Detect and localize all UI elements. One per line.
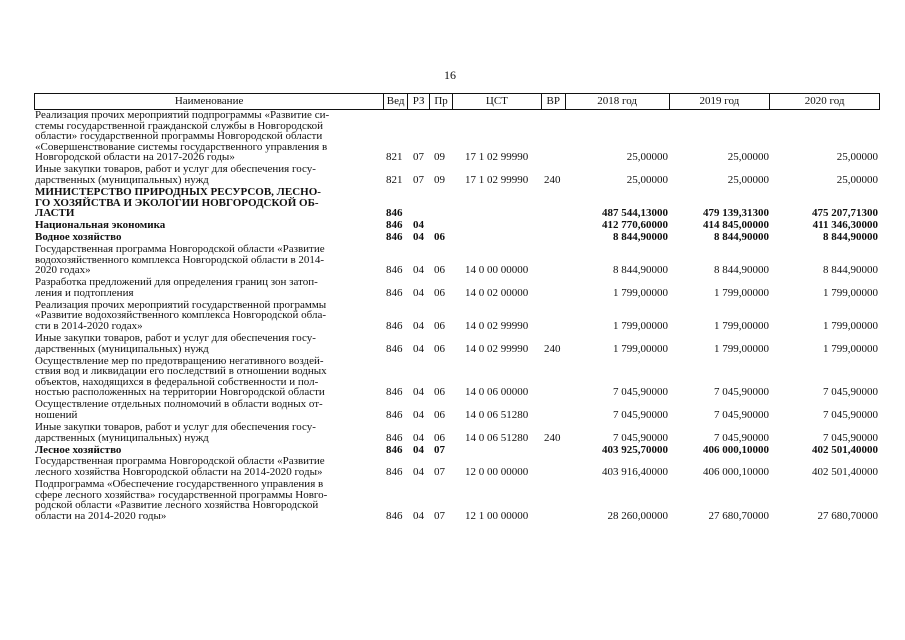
header-2018: 2018 год (566, 94, 670, 109)
cell-name (34, 456, 384, 477)
cell-name-line: водохозяйственного комплекса Новгородской области в 2014- (35, 253, 325, 266)
header-pr: Пр (430, 94, 453, 109)
table-row (34, 456, 880, 477)
cell-2018: 25,00000 (626, 174, 668, 186)
cell-name-line: Новгородской области на 2017-2026 годы» (35, 151, 235, 163)
cell-ved: 846 (386, 409, 403, 421)
cell-2018: 1 799,00000 (613, 287, 668, 299)
cell-pr: 07 (434, 467, 445, 478)
cell-name (34, 422, 384, 443)
cell-ved: 846 (386, 343, 403, 355)
header-2020: 2020 год (804, 95, 845, 107)
cell-2018: 7 045,90000 (613, 432, 668, 444)
cell-name-line: 2020 годах» (35, 264, 91, 276)
table-row (34, 356, 880, 398)
cell-rz: 04 (413, 467, 424, 478)
cell-2019: 406 000,10000 (703, 444, 769, 456)
cell-name-line: «Совершенствование системы государственного управления в (35, 140, 328, 153)
cell-name-line: дарственных (муниципальных) нужд (35, 342, 209, 355)
cell-2020: 1 799,00000 (823, 321, 878, 332)
cell-cst: 17 1 02 99990 (465, 152, 529, 163)
cell-rz: 07 (413, 152, 424, 163)
cell-2018: 403 916,40000 (602, 467, 668, 478)
table-header (34, 93, 880, 110)
cell-2020: 8 844,90000 (823, 265, 878, 276)
cell-pr: 06 (434, 287, 445, 299)
cell-2020: 475 207,71300 (812, 208, 878, 219)
cell-name-line: дарственных (муниципальных) нужд (35, 431, 209, 444)
cell-ved: 846 (386, 287, 403, 299)
page-number: 16 (444, 68, 456, 82)
table-row (34, 422, 880, 443)
cell-2018: 1 799,00000 (613, 321, 668, 332)
table-row (34, 277, 880, 298)
table-row (34, 187, 880, 219)
cell-2019: 1 799,00000 (714, 343, 769, 355)
cell-pr: 06 (434, 432, 445, 444)
cell-name-line: Разработка предложений для определения границ зон затоп- (35, 277, 318, 289)
cell-cst: 14 0 06 00000 (465, 387, 529, 398)
cell-name (34, 277, 384, 298)
cell-name-line: Иные закупки товаров, работ и услуг для обеспечения госу- (35, 164, 316, 176)
cell-name-line: родской области «Развитие лесного хозяйства Новгородской (35, 499, 319, 512)
cell-ved: 821 (386, 174, 403, 186)
cell-2019: 1 799,00000 (714, 321, 769, 332)
header-rz: РЗ (408, 94, 430, 109)
cell-rz: 04 (413, 432, 424, 444)
cell-name-line: ГО ХОЗЯЙСТВА И ЭКОЛОГИИ НОВГОРОДСКОЙ ОБ- (35, 196, 319, 209)
cell-2020: 7 045,90000 (823, 387, 878, 398)
cell-rz: 04 (413, 510, 424, 522)
cell-cst: 12 0 00 00000 (465, 467, 529, 478)
cell-name-line: Лесное хозяйство (35, 444, 122, 456)
cell-2018: 25,00000 (626, 152, 668, 163)
cell-name-line: объектов, находящихся в федеральной собственности и пол- (35, 375, 319, 388)
table-row (34, 110, 880, 163)
cell-2019: 7 045,90000 (714, 387, 769, 398)
cell-name-line: области» государственной программы Новгородской области (35, 130, 323, 143)
cell-2018: 412 770,60000 (602, 220, 668, 231)
cell-name-line: ностью расположенных на территории Новгородской области (35, 386, 325, 398)
header-cst: ЦСТ (453, 94, 542, 109)
cell-rz: 04 (413, 220, 424, 231)
cell-ved: 846 (386, 444, 403, 456)
cell-2020: 7 045,90000 (823, 409, 878, 421)
cell-rz: 04 (413, 409, 424, 421)
cell-cst: 14 0 02 00000 (465, 287, 529, 299)
cell-2019: 406 000,10000 (703, 467, 769, 478)
cell-pr: 09 (434, 152, 445, 163)
cell-2020: 402 501,40000 (812, 444, 878, 456)
cell-2019: 479 139,31300 (703, 208, 769, 219)
table-row (34, 445, 880, 456)
cell-2019: 414 845,00000 (703, 220, 769, 231)
cell-2019: 25,00000 (727, 152, 769, 163)
cell-name (34, 164, 384, 185)
cell-vr: 240 (544, 432, 561, 444)
cell-2020: 411 346,30000 (812, 220, 878, 231)
cell-name-line: Осуществление мер по предотвращению негативного воздей- (35, 355, 324, 367)
budget-table (34, 93, 880, 521)
cell-2020: 25,00000 (836, 152, 878, 163)
header-ved: Вед (384, 94, 408, 109)
cell-name-line: ЛАСТИ (35, 207, 75, 219)
cell-name-line: ствия вод и ликвидации его последствий в отношении водных (35, 365, 327, 378)
cell-pr: 06 (434, 265, 445, 276)
cell-name (34, 333, 384, 354)
cell-2019: 1 799,00000 (714, 287, 769, 299)
cell-ved: 846 (386, 220, 403, 231)
cell-2020: 27 680,70000 (817, 510, 878, 522)
cell-2018: 28 260,00000 (607, 510, 668, 522)
cell-name (34, 244, 384, 276)
table-row (34, 399, 880, 420)
cell-cst: 14 0 06 51280 (465, 432, 529, 444)
cell-2019: 25,00000 (727, 174, 769, 186)
cell-pr: 09 (434, 174, 445, 186)
cell-2018: 7 045,90000 (613, 387, 668, 398)
cell-2019: 27 680,70000 (708, 510, 769, 522)
cell-name-line: МИНИСТЕРСТВО ПРИРОДНЫХ РЕСУРСОВ, ЛЕСНО- (35, 186, 321, 198)
cell-name-line: «Развитие водохозяйственного комплекса Новгородской обла- (35, 309, 327, 322)
cell-rz: 04 (413, 387, 424, 398)
cell-name-line: Осуществление отдельных полномочий в области водных от- (35, 399, 323, 411)
cell-2020: 8 844,90000 (823, 232, 878, 243)
cell-2020: 7 045,90000 (823, 432, 878, 444)
cell-ved: 846 (386, 432, 403, 444)
cell-pr: 06 (434, 232, 445, 243)
table-row (34, 479, 880, 521)
cell-name-line: дарственных (муниципальных) нужд (35, 173, 209, 186)
cell-name (34, 187, 384, 219)
table-row (34, 300, 880, 332)
cell-pr: 07 (434, 444, 445, 456)
cell-name (34, 220, 384, 231)
cell-ved: 846 (386, 387, 403, 398)
cell-2018: 487 544,13000 (602, 208, 668, 219)
cell-2019: 8 844,90000 (714, 265, 769, 276)
cell-name-line: Реализация прочих мероприятий подпрограммы «Развитие си- (35, 110, 330, 121)
table-row (34, 220, 880, 231)
cell-cst: 14 0 02 99990 (465, 321, 529, 332)
table-row (34, 232, 880, 243)
cell-name-line: Национальная экономика (35, 220, 166, 231)
cell-vr: 240 (544, 174, 561, 186)
cell-rz: 04 (413, 232, 424, 243)
cell-rz: 04 (413, 321, 424, 332)
cell-name-line: ления и подтопления (35, 286, 134, 299)
cell-name (34, 445, 384, 456)
cell-name (34, 232, 384, 243)
cell-pr: 06 (434, 409, 445, 421)
cell-rz: 07 (413, 174, 424, 186)
cell-ved: 846 (386, 265, 403, 276)
cell-2020: 1 799,00000 (823, 287, 878, 299)
cell-rz: 04 (413, 287, 424, 299)
header-name: Наименование (35, 94, 384, 109)
cell-ved: 846 (386, 467, 403, 478)
cell-2018: 8 844,90000 (613, 265, 668, 276)
cell-name (34, 110, 384, 163)
cell-name-line: Государственная программа Новгородской области «Развитие (35, 456, 325, 468)
cell-name-line: сфере лесного хозяйства» государственной программы Новго- (35, 488, 328, 501)
cell-name-line: Реализация прочих мероприятий государственной программы (35, 299, 327, 311)
cell-cst: 14 0 00 00000 (465, 265, 529, 276)
cell-2019: 7 045,90000 (714, 432, 769, 444)
cell-ved: 846 (386, 321, 403, 332)
cell-2020: 402 501,40000 (812, 467, 878, 478)
cell-name-line: Иные закупки товаров, работ и услуг для обеспечения госу- (35, 421, 316, 433)
header-vr: ВР (542, 94, 566, 109)
cell-pr: 07 (434, 510, 445, 522)
cell-name-line: сти в 2014-2020 годах» (35, 320, 143, 332)
cell-2018: 7 045,90000 (613, 409, 668, 421)
cell-rz: 04 (413, 265, 424, 276)
cell-cst: 14 0 06 51280 (465, 409, 529, 421)
table-row (34, 244, 880, 276)
cell-name-line: стемы государственной гражданской службы в Новгородской (35, 119, 324, 132)
table-body (34, 110, 880, 521)
cell-name (34, 479, 384, 521)
cell-pr: 06 (434, 343, 445, 355)
table-row (34, 333, 880, 354)
cell-ved: 846 (386, 208, 403, 219)
cell-name (34, 300, 384, 332)
cell-name-line: Водное хозяйство (35, 232, 122, 243)
cell-cst: 14 0 02 99990 (465, 343, 529, 355)
cell-pr: 06 (434, 321, 445, 332)
cell-name-line: Иные закупки товаров, работ и услуг для обеспечения госу- (35, 333, 316, 344)
cell-cst: 17 1 02 99990 (465, 174, 529, 186)
cell-cst: 12 1 00 00000 (465, 510, 529, 522)
table-row (34, 164, 880, 185)
cell-ved: 846 (386, 510, 403, 522)
cell-rz: 04 (413, 343, 424, 355)
cell-2018: 403 925,70000 (602, 444, 668, 456)
cell-name-line: Государственная программа Новгородской области «Развитие (35, 244, 325, 256)
cell-name-line: Подпрограмма «Обеспечение государственного управления в (35, 479, 324, 491)
header-2019: 2019 год (670, 94, 771, 109)
cell-2019: 8 844,90000 (714, 232, 769, 243)
cell-name (34, 356, 384, 398)
cell-ved: 846 (386, 232, 403, 243)
cell-2018: 8 844,90000 (613, 232, 668, 243)
cell-2019: 7 045,90000 (714, 409, 769, 421)
cell-name-line: области на 2014-2020 годы» (35, 509, 167, 522)
cell-2018: 1 799,00000 (613, 343, 668, 355)
cell-rz: 04 (413, 444, 424, 456)
cell-2020: 25,00000 (836, 174, 878, 186)
cell-ved: 821 (386, 152, 403, 163)
cell-vr: 240 (544, 343, 561, 355)
cell-2020: 1 799,00000 (823, 343, 878, 355)
cell-name-line: ношений (35, 408, 78, 421)
cell-name-line: лесного хозяйства Новгородской области на 2014-2020 годы» (35, 466, 323, 478)
cell-name (34, 399, 384, 420)
cell-pr: 06 (434, 387, 445, 398)
